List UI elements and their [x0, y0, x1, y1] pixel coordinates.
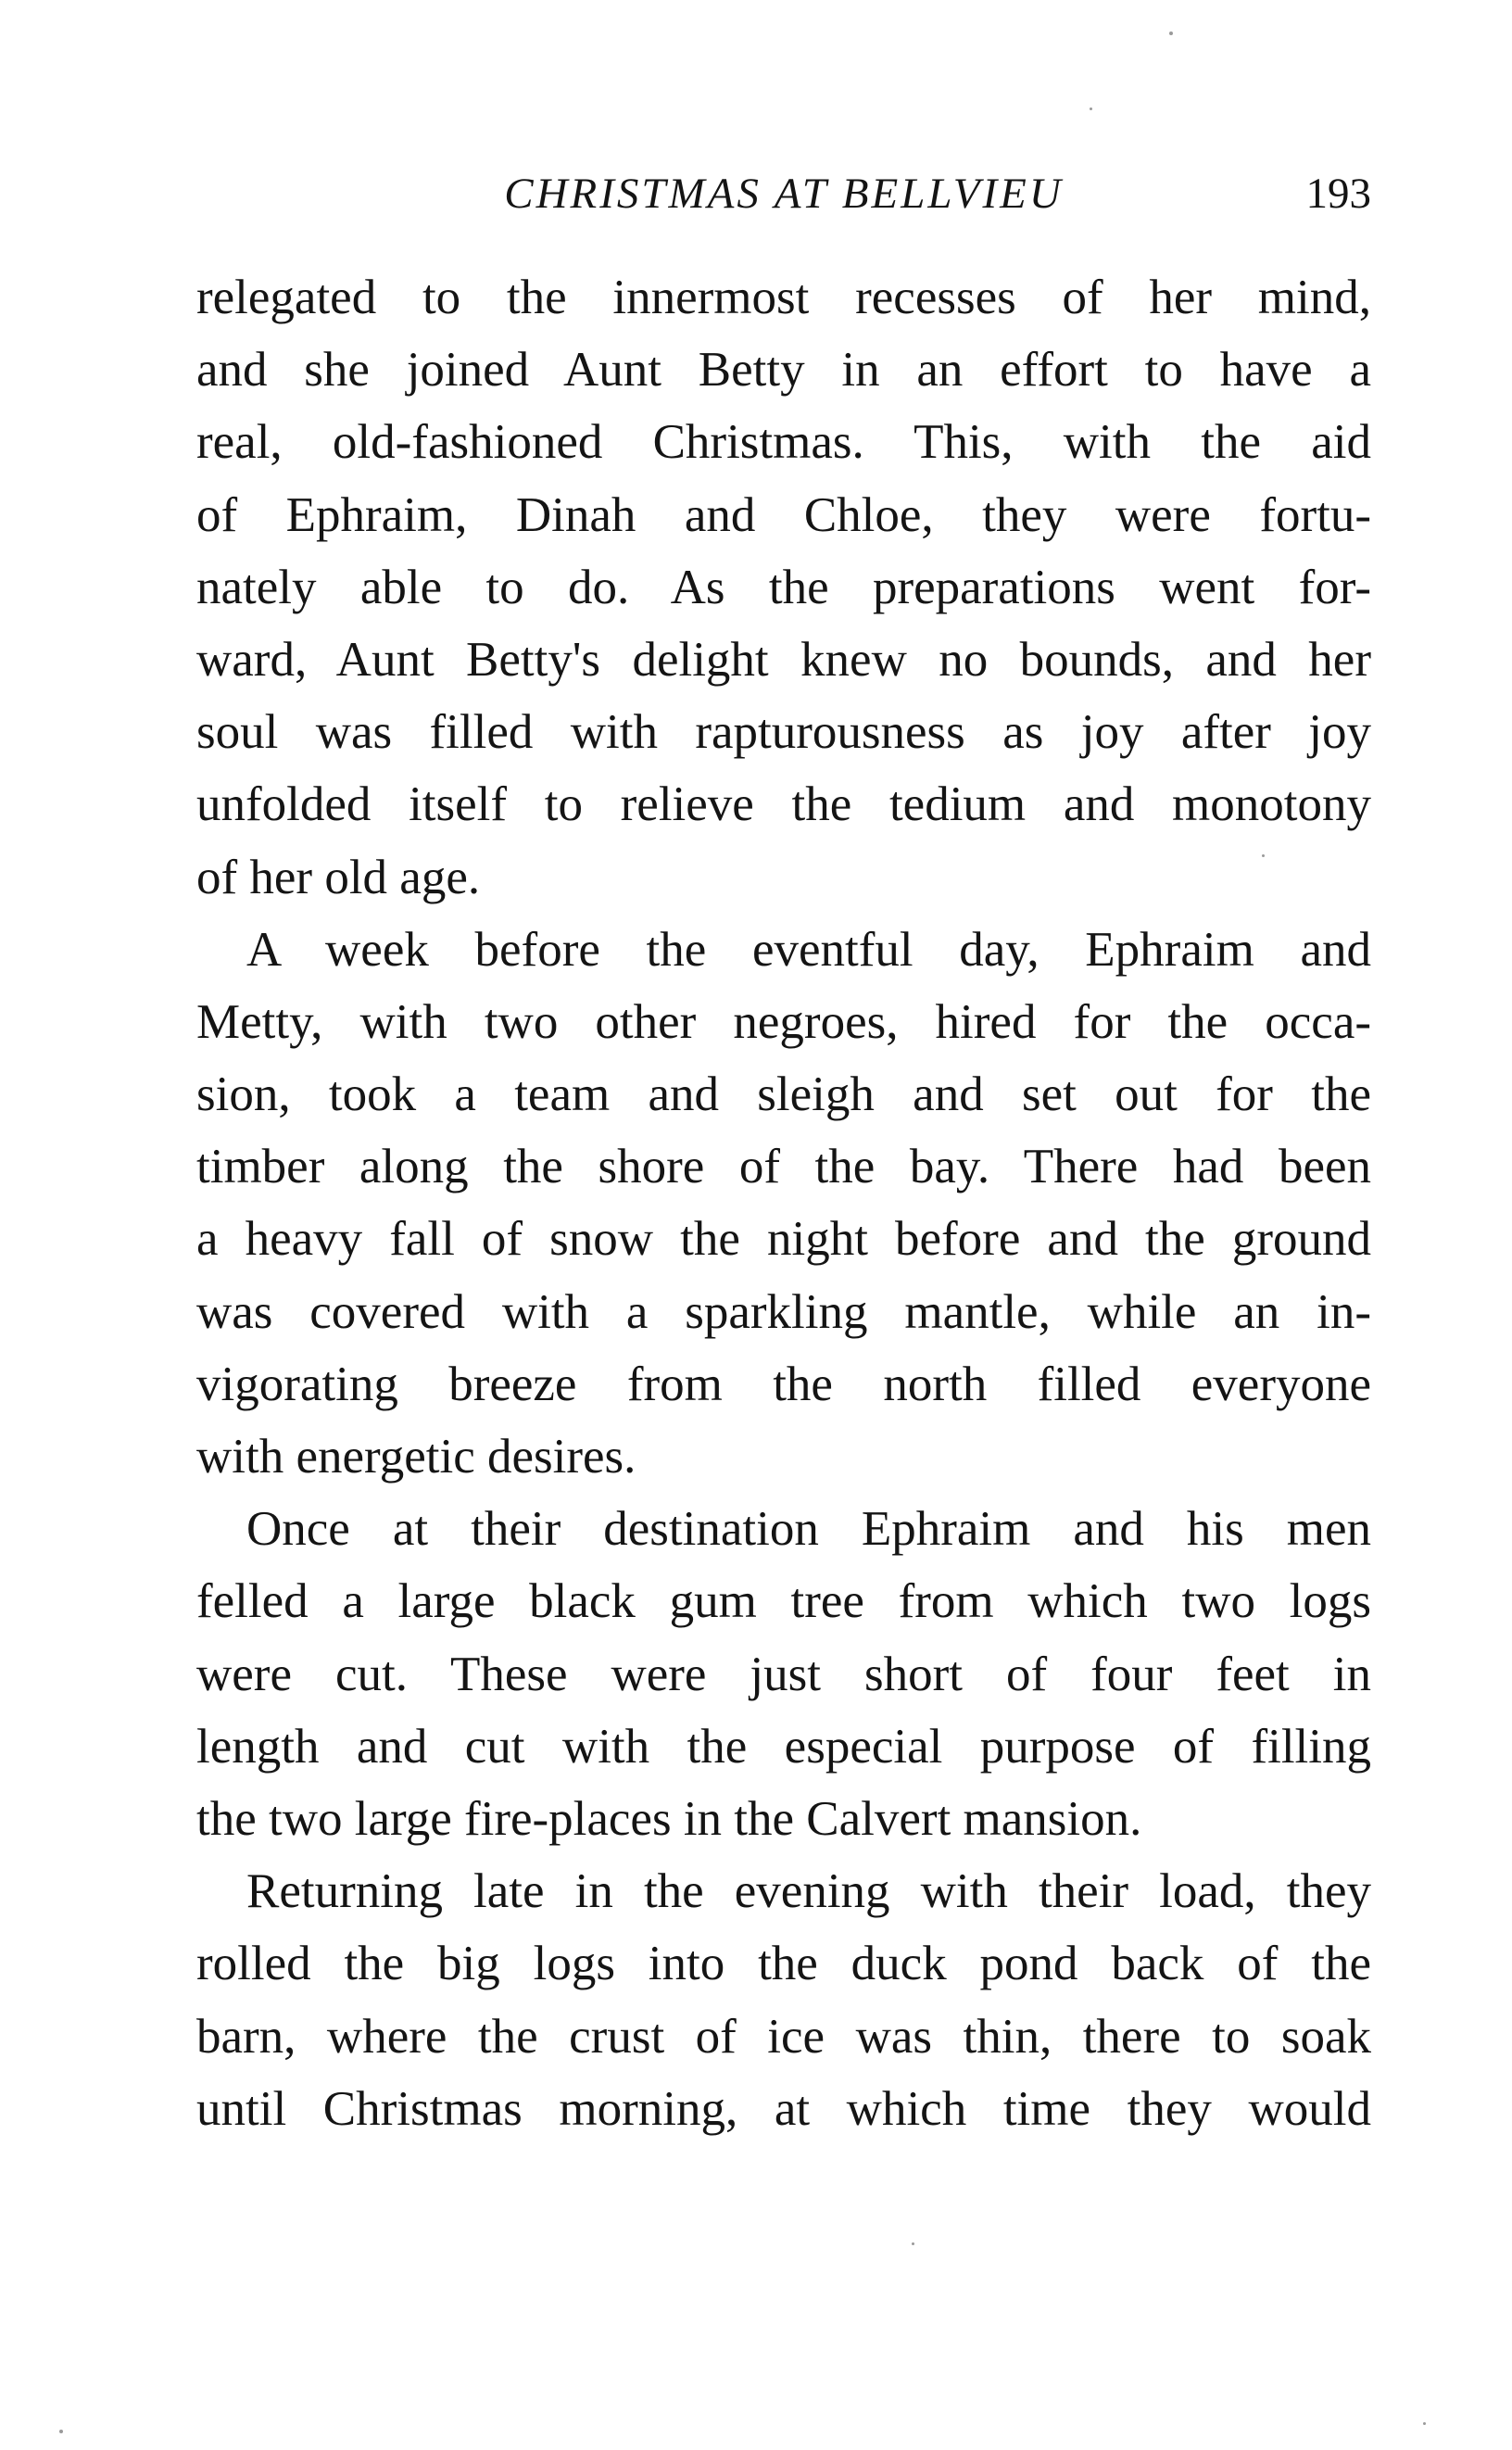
paragraph-1: [196, 261, 1371, 914]
paragraph-2: [196, 914, 1371, 1494]
text-line: ward, Aunt Betty's delight knew no bounds, and her: [196, 632, 1371, 687]
scan-speck: [59, 2430, 63, 2433]
text-line: soul was filled with rapturousness as joy after joy: [196, 705, 1371, 760]
text-line: barn, where the crust of ice was thin, there to soak: [196, 2009, 1371, 2064]
body-text: [196, 261, 1371, 2145]
text-line: rolled the big logs into the duck pond back of the: [196, 1937, 1371, 1991]
scan-speck: [1262, 854, 1265, 857]
text-line: felled a large black gum tree from which two logs: [196, 1574, 1371, 1629]
text-line: Once at their destination Ephraim and his men: [246, 1502, 1371, 1557]
text-line: relegated to the innermost recesses of her mind,: [196, 271, 1371, 324]
running-title: CHRISTMAS AT BELLVIEU: [504, 170, 1064, 218]
paragraph-3: [196, 1493, 1371, 1855]
text-line: timber along the shore of the bay. There had been: [196, 1140, 1371, 1194]
page-number: 193: [1305, 170, 1371, 218]
paragraph-4: [196, 1855, 1371, 2145]
text-line: real, old-fashioned Christmas. This, with the aid: [196, 415, 1371, 470]
text-line: the two large fire-places in the Calvert mansion.: [196, 1791, 1142, 1846]
text-line: were cut. These were just short of four feet in: [196, 1647, 1371, 1701]
running-head: [196, 165, 1371, 222]
scan-speck: [1423, 2422, 1426, 2425]
text-line: sion, took a team and sleigh and set out for the: [196, 1067, 1371, 1122]
text-line: was covered with a sparkling mantle, while an in-: [196, 1284, 1371, 1339]
text-line: vigorating breeze from the north filled everyone: [196, 1357, 1371, 1411]
text-line: Metty, with two other negroes, hired for the occa-: [196, 994, 1371, 1049]
text-line: with energetic desires.: [196, 1430, 636, 1484]
text-line: nately able to do. As the preparations went for-: [196, 560, 1371, 614]
scan-speck: [912, 2242, 914, 2245]
text-line: and she joined Aunt Betty in an effort to have a: [196, 343, 1371, 398]
text-line: length and cut with the especial purpose of filling: [196, 1719, 1371, 1774]
scan-speck: [1169, 32, 1173, 35]
text-line: Returning late in the evening with their load, they: [246, 1864, 1371, 1919]
text-line: a heavy fall of snow the night before and the ground: [196, 1212, 1371, 1267]
text-line: unfolded itself to relieve the tedium and monotony: [196, 777, 1371, 832]
text-line: until Christmas morning, at which time they would: [196, 2081, 1371, 2136]
text-line: A week before the eventful day, Ephraim and: [246, 922, 1371, 977]
text-line: of Ephraim, Dinah and Chloe, they were fortu-: [196, 487, 1371, 542]
scan-speck: [1090, 107, 1092, 110]
text-line: of her old age.: [196, 850, 481, 904]
